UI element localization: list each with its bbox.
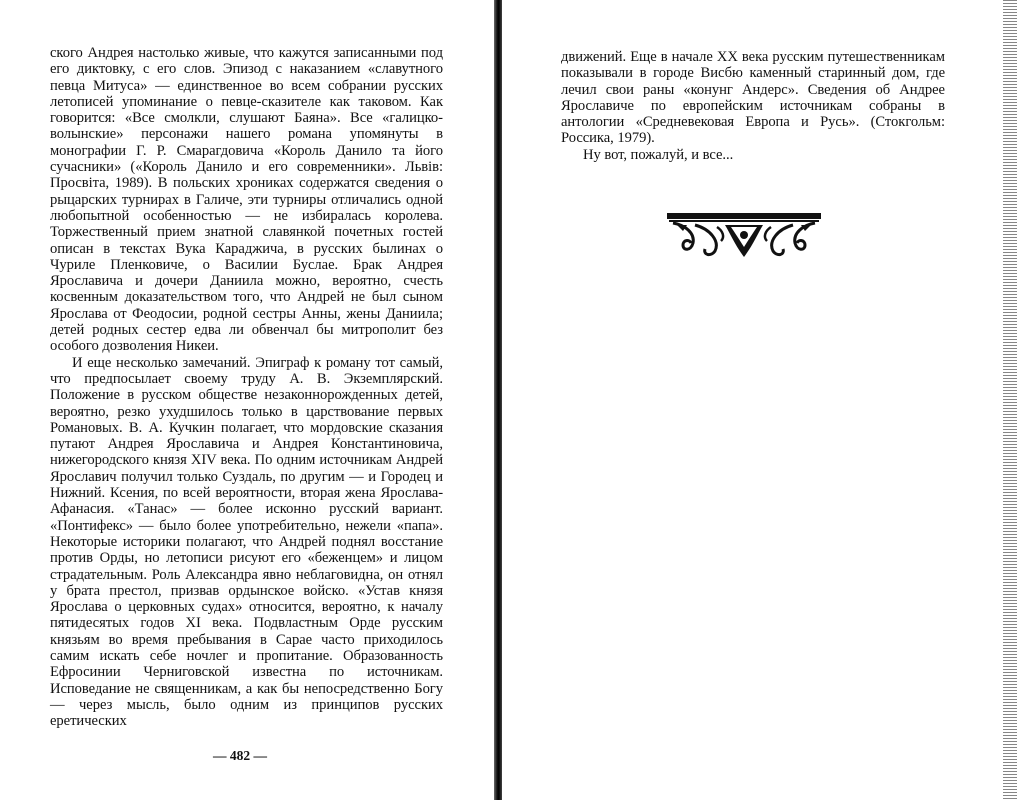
floral-vignette-icon <box>665 211 823 261</box>
left-paragraph-2: И еще несколько замечаний. Эпиграф к роману тот самый, что предпосылает своему труду А. В. Экземплярский. Положение в русском обществе незаконнорожденных детей, вероятно, резко ухудшилось только в царствование первых Романовых. В. А. Кучкин полагает, что мордовские сказания путают Андрея Ярославича и Андрея Константиновича, нижегородского князя XIV века. По одним источникам Андрей Ярославич получил только Суздаль, по другим — и Городец и Нижний. Ксения, по всей вероятности, вторая жена Ярослава-Афанасия. «Танас» — более исконно русский вариант. «Понтифекс» — было более употребительно, нежели «папа». Некоторые историки полагают, что Андрей поднял восстание против Орды, но летописи рисуют его «беженцем» и лицом страдательным. Роль Александра явно неблаговидна, он отнял у брата престол, призвав ордынское войско. «Устав князя Ярослава о церковных судах» относится, вероятно, к началу пятидесятых годов XI века. Подвластным Орде русским князьям во время пребывания в Сарае часто приходилось самим искать себе ночлег и пропитание. Образованность Ефросинии Черниговской известна по источникам. Исповедание не священникам, а как бы непосредственно Богу — через мысль, было одним из принципов русских еретических <box>50 354 443 730</box>
page-number: — 482 — <box>213 748 267 763</box>
left-page-text <box>50 45 443 729</box>
left-page <box>0 0 497 800</box>
right-paragraph-2: Ну вот, пожалуй, и все... <box>583 146 734 163</box>
right-page <box>503 0 1017 800</box>
page-edge-stack <box>1003 0 1017 800</box>
right-paragraph-1: движений. Еще в начале XX века русским путешественникам показывали в городе Висбю каменный старинный дом, где лечил свои раны «конунг Андерс». Сведения об Андрее Ярославиче по европейским источникам собраны в антологии «Средневековая Европа и Русь». (Стокгольм: Россика, 1979). <box>561 49 945 147</box>
right-page-text <box>561 49 945 163</box>
book-gutter <box>494 0 502 800</box>
left-paragraph-1: ского Андрея настолько живые, что кажутся записанными под его диктовку, с его слов. Эпизод с наказанием «славутного певца Митуса» — единственное во всем собрании русских летописей упоминание о певце-сказителе как таковом. Как говорится: «Все смолкли, слушают Баяна». Все «галицко-волынские» персонажи нашего романа упомянуты в монографии Г. Р. Смарагдовича «Король Данило та його сучасники» («Король Данило и его современники». Львів: Просвіта, 1989). В польских хрониках содержатся сведения о рыцарских турнирах в Галиче, эти турниры отличались одной любопытной особенностью — не избиралась королева. Торжественный прием знатной славянкой почетных гостей описан в текстах Вука Караджича, в русских былинах о Чуриле Пленковиче, о Василии Буслае. Брак Андрея Ярославича и дочери Даниила можно, вероятно, счесть косвенным доказательством того, что Андрей не был сыном Ярослава от Феодосии, родной сестры Анны, жены Даниила; детей родных сестер едва ли обвенчал бы митрополит без особого дозволения Никеи. <box>50 45 443 355</box>
